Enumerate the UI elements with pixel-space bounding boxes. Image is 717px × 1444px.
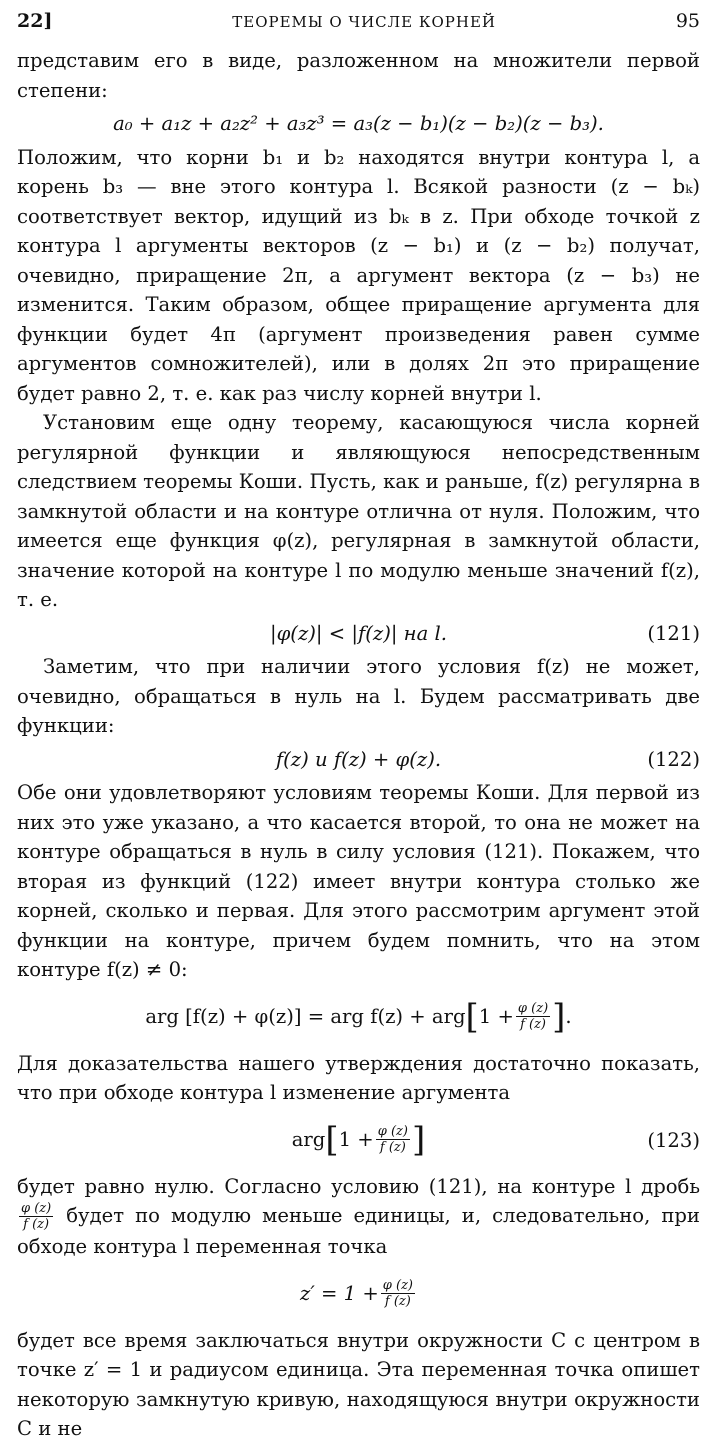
bracket-close: ] — [552, 996, 566, 1037]
equation-arg-sum-left: arg [f(z) + φ(z)] = arg f(z) + arg — [145, 1004, 466, 1028]
bracket-close: ] — [411, 1119, 426, 1160]
paragraph-6: Для доказательства нашего утверждения достаточно показать, что при обходе контура l изменение аргумента — [17, 1051, 700, 1104]
fraction-inline — [19, 1201, 53, 1232]
equation-z-prime — [17, 1266, 700, 1322]
paragraph-7-end: будет по модулю меньше единицы, и, следовательно, при обходе контура l переменная точка — [17, 1204, 700, 1258]
paragraph-8: будет все время заключаться внутри окружности C с центром в точке z′ = 1 и радиусом единица. Эта переменная точка опишет некоторую замкнутую кривую, находящуюся внутри окружности C и не — [17, 1328, 700, 1440]
equation-arg-sum: arg [f(z) + φ(z)] = arg f(z) + arg [ 1 + $\frac{\varphi (z)}{f (z)}$ ] . — [145, 996, 572, 1037]
fraction-phi-over-f — [381, 1278, 415, 1309]
fraction-phi-over-f — [516, 1001, 550, 1032]
bracket-open: [ — [465, 996, 479, 1037]
bracket-open: [ — [325, 1119, 339, 1160]
page-number: 95 — [675, 10, 700, 32]
equation-121-body: |φ(z)| < |f(z)| на l. — [269, 621, 447, 645]
paragraph-5: Обе они удовлетворяют условиям теоремы Коши. Для первой из них это уже указано, а что касается второй, то она не может на контуре обращаться в нуль в силу условия (121). Покажем, что вторая из функций (122) имеет внутри контура столько же корней, сколько и первая. Для этого рассмотрим аргумент этой функции на контуре, причем будем помнить, что на этом контуре f(z) ≠ 0: — [17, 781, 700, 981]
running-title: ТЕОРЕМЫ О ЧИСЛЕ КОРНЕЙ — [232, 13, 496, 31]
equation-factorization: a₀ + a₁z + a₂z² + a₃z³ = a₃(z − b₁)(z − b₂)(z − b₃). — [113, 112, 604, 135]
paragraph-3: Установим еще одну теорему, касающуюся числа корней регулярной функции и являющуюся непосредственным следствием теоремы Коши. Пусть, как и раньше, f(z) регулярна в замкнутой области и на контуре отлична от нуля. Положим, что имеется еще функция φ(z), регулярная в замкнутой области, значение которой на контуре l по модулю меньше значений f(z), т. е. — [17, 411, 700, 611]
fraction-denominator: f (z) — [520, 1017, 546, 1032]
equation-122-body: f(z) и f(z) + φ(z). — [275, 747, 442, 771]
equation-121 — [17, 619, 700, 649]
fraction-phi-over-f — [376, 1124, 410, 1155]
paragraph-7 — [17, 1172, 700, 1262]
paragraph-1: представим его в виде, разложенном на множители первой степени: — [17, 49, 700, 102]
fraction-denominator: f (z) — [379, 1140, 406, 1155]
one-plus: 1 + — [338, 1127, 374, 1151]
fraction-denominator: f (z) — [23, 1217, 50, 1232]
paragraph-4: Заметим, что при наличии этого условия f(z) не может, очевидно, обращаться в нуль на l. Будем рассматривать две функции: — [17, 655, 700, 737]
page-header — [17, 10, 700, 46]
one-plus: 1 + — [478, 1004, 514, 1028]
equation-123 — [17, 1112, 700, 1168]
equation-122 — [17, 745, 700, 775]
fraction-numerator: φ (z) — [517, 1001, 549, 1016]
equation-z-prime-left: z′ = 1 + — [300, 1281, 379, 1305]
equation-122-number: (122) — [647, 747, 700, 771]
paragraph-7-start: будет равно нулю. Согласно условию (121), на контуре l дробь — [17, 1174, 700, 1198]
paragraph-2: Положим, что корни b₁ и b₂ находятся внутри контура l, а корень b₃ — вне этого контура l. Всякой разности (z − bₖ) соответствует вектор, идущий из bₖ в z. При обходе точкой z контура l аргументы векторов (z − b₁) и (z − b₂) получат, очевидно, приращение 2π, а аргумент вектора (z − b₃) не изменится. Таким образом, общее приращение аргумента для функции будет 4π (аргумент произведения равен сумме аргументов сомножителей), или в долях 2π это приращение будет равно 2, т. е. как раз числу корней внутри l. — [17, 145, 700, 405]
equation-121-number: (121) — [647, 621, 700, 645]
section-number: 22] — [17, 10, 53, 32]
fraction-numerator: φ (z) — [377, 1124, 408, 1139]
equation-123-number: (123) — [647, 1128, 700, 1152]
fraction-numerator: φ (z) — [21, 1201, 52, 1216]
fraction-denominator: f (z) — [384, 1294, 411, 1309]
fraction-numerator: φ (z) — [382, 1278, 413, 1293]
equation-123-arg: arg — [291, 1127, 326, 1151]
